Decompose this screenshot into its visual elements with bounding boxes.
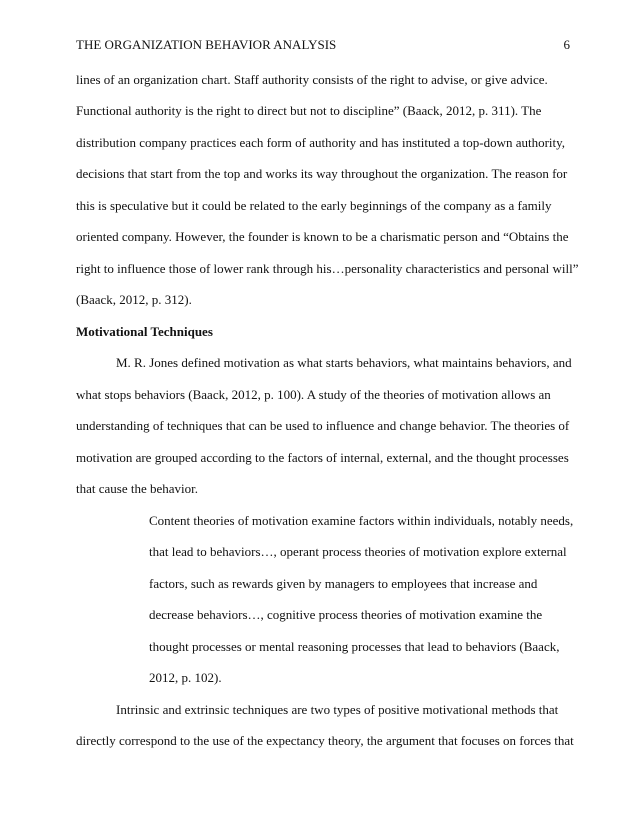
section-heading: Motivational Techniques [76,324,213,339]
paragraph-line: (Baack, 2012, p. 312). [76,292,192,307]
paragraph-line: this is speculative but it could be related to the early beginnings of the company as a family [76,198,552,213]
paragraph-line: lines of an organization chart. Staff authority consists of the right to advise, or give advice. [76,72,548,87]
block-quote-line: thought processes or mental reasoning processes that lead to behaviors (Baack, [149,639,560,654]
page-number: 6 [563,37,570,52]
paragraph-line: distribution company practices each form of authority and has instituted a top-down authority, [76,135,566,150]
paragraph-line: Intrinsic and extrinsic techniques are two types of positive motivational methods that [116,702,559,717]
paragraph-line: M. R. Jones defined motivation as what starts behaviors, what maintains behaviors, and [116,355,572,370]
paragraph-line: understanding of techniques that can be used to influence and change behavior. The theories of [76,418,570,433]
paragraph-line: right to influence those of lower rank through his…personality characteristics and personal will” [76,261,579,276]
paragraph-line: directly correspond to the use of the expectancy theory, the argument that focuses on forces that [76,733,574,748]
paragraph-line: Functional authority is the right to direct but not to discipline” (Baack, 2012, p. 311). The [76,103,542,118]
paragraph-line: that cause the behavior. [76,481,199,496]
block-quote-line: factors, such as rewards given by managers to employees that increase and [149,576,538,591]
header-title: THE ORGANIZATION BEHAVIOR ANALYSIS [76,37,337,52]
paragraph-line: motivation are grouped according to the factors of internal, external, and the thought processes [76,450,569,465]
block-quote-line: that lead to behaviors…, operant process theories of motivation explore external [149,544,567,559]
block-quote-line: Content theories of motivation examine factors within individuals, notably needs, [149,513,574,528]
block-quote-line: 2012, p. 102). [149,670,222,685]
paragraph-line: decisions that start from the top and works its way throughout the organization. The reason for [76,166,568,181]
paragraph-line: oriented company. However, the founder is known to be a charismatic person and “Obtains the [76,229,569,244]
paragraph-line: what stops behaviors (Baack, 2012, p. 100). A study of the theories of motivation allows an [76,387,551,402]
running-header [76,35,570,55]
block-quote-line: decrease behaviors…, cognitive process theories of motivation examine the [149,607,543,622]
